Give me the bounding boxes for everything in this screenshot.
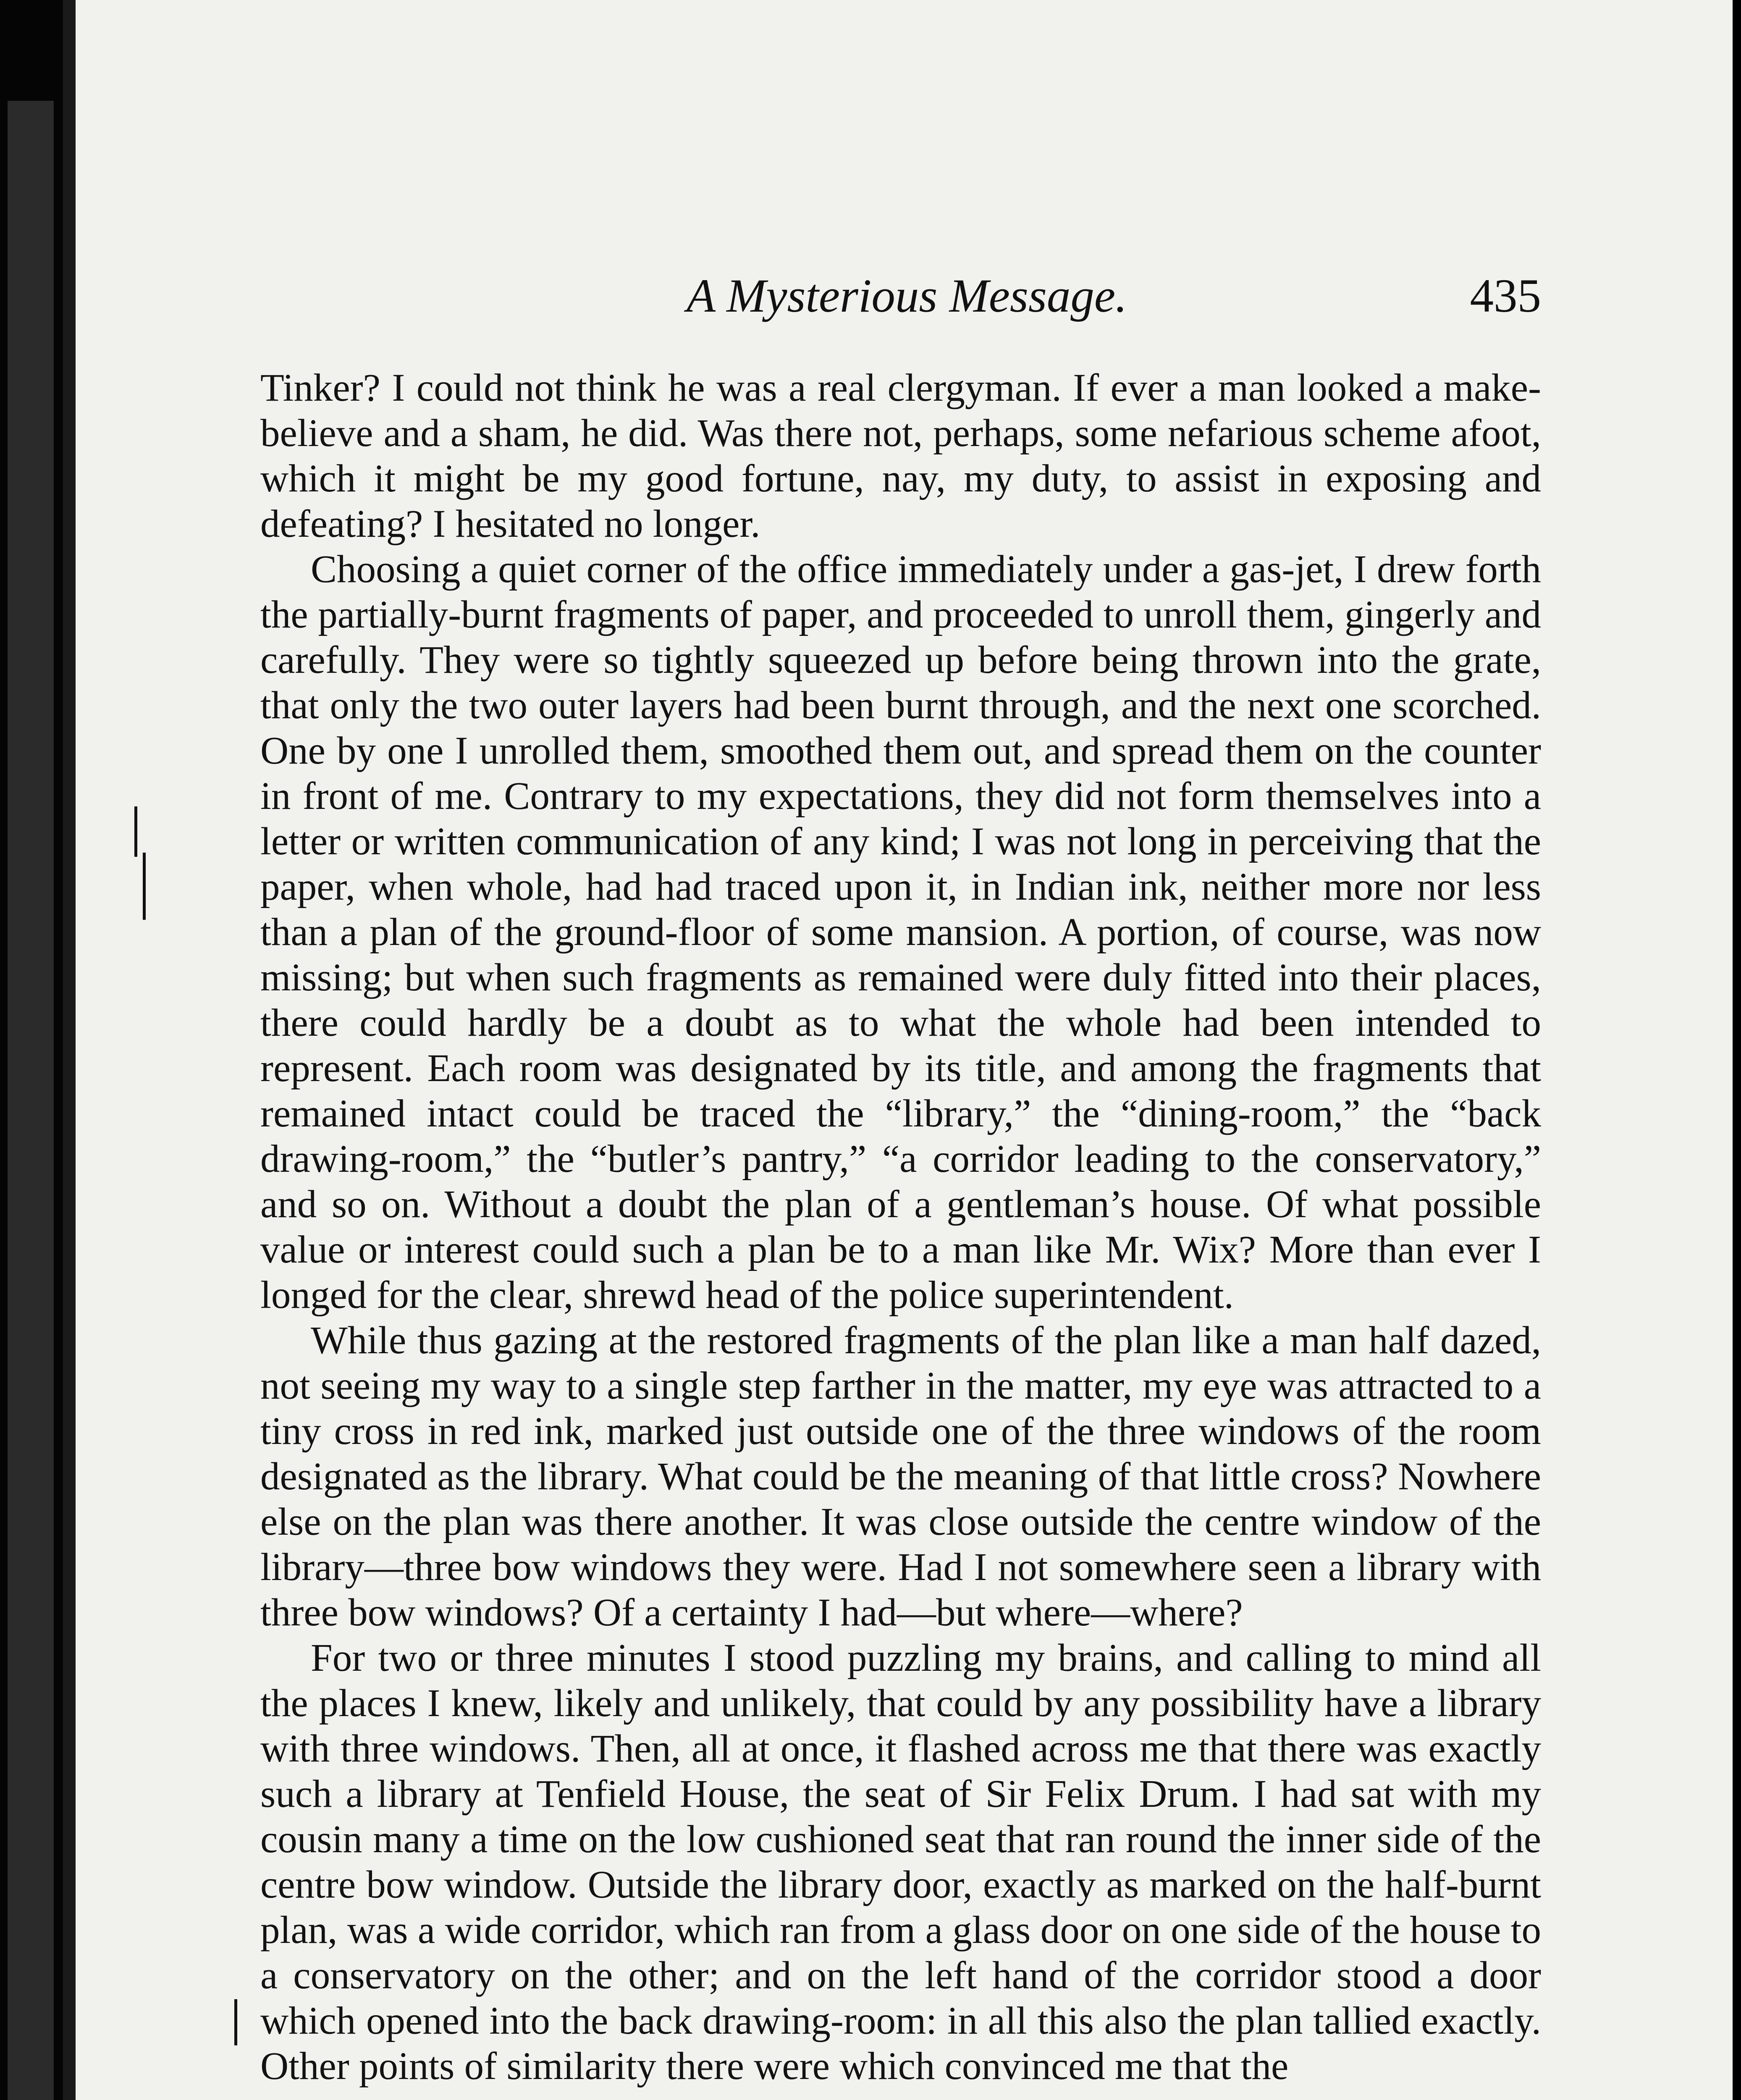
page-number: 435 (1470, 270, 1541, 322)
margin-mark (143, 853, 146, 920)
running-title: A Mysterious Message. (687, 270, 1127, 322)
paragraph: Tinker? I could not think he was a real clergyman. If ever a man looked a make-believe and a sham, he did. Was there not, perhaps, some nefarious scheme afoot, which it might be my good fortune, nay, my duty, to assist in exposing and defeating? I hesitated no longer. (260, 366, 1541, 546)
page-header (260, 269, 1541, 336)
body-text (260, 365, 1541, 2089)
facing-page-edge (8, 101, 54, 2100)
left-book-edge (0, 0, 63, 2100)
paragraph: For two or three minutes I stood puzzling my brains, and calling to mind all the places I knew, likely and unlikely, that could by any possibility have a library with three windows. Then, all at once, it flashed across me that there was exactly such a library at Tenfield House, the seat of Sir Felix Drum. I had sat with my cousin many a time on the low cushioned seat that ran round the inner side of the centre bow window. Outside the library door, exactly as marked on the half-burnt plan, was a wide corridor, which ran from a glass door on one side of the house to a conservatory on the other; and on the left hand of the corridor stood a door which opened into the back drawing-room: in all this also the plan tallied exactly. Other points of similarity there were which convinced me that the (260, 1636, 1541, 2088)
paragraph: Choosing a quiet corner of the office immediately under a gas-jet, I drew forth the partially-burnt fragments of paper, and proceeded to unroll them, gingerly and carefully. They were so tightly squeezed up before being thrown into the grate, that only the two outer layers had been burnt through, and the next one scorched. One by one I unrolled them, smoothed them out, and spread them on the counter in front of me. Contrary to my expectations, they did not form themselves into a letter or written communication of any kind; I was not long in perceiving that the paper, when whole, had had traced upon it, in Indian ink, neither more nor less than a plan of the ground-floor of some mansion. A portion, of course, was now missing; but when such fragments as remained were duly fitted into their places, there could hardly be a doubt as to what the whole had been intended to represent. Each room was designated by its title, and among the fragments that remained intact could be traced the “library,” the “dining-room,” the “back drawing-room,” the “butler’s pantry,” “a corridor leading to the conservatory,” and so on. Without a doubt the plan of a gentleman’s house. Of what possible value or interest could such a plan be to a man like Mr. Wix? More than ever I longed for the clear, shrewd head of the police superintendent. (260, 548, 1541, 1317)
margin-mark (234, 1999, 237, 2045)
margin-mark (134, 806, 137, 857)
paragraph: While thus gazing at the restored fragments of the plan like a man half dazed, not seeing my way to a single step farther in the matter, my eye was attracted to a tiny cross in red ink, marked just outside one of the three windows of the room designated as the library. What could be the meaning of that little cross? Nowhere else on the plan was there another. It was close outside the centre window of the library—three bow windows they were. Had I not somewhere seen a library with three bow windows? Of a certainty I had—but where—where? (260, 1319, 1541, 1634)
book-page (63, 0, 1733, 2100)
page-gutter (63, 0, 76, 2100)
